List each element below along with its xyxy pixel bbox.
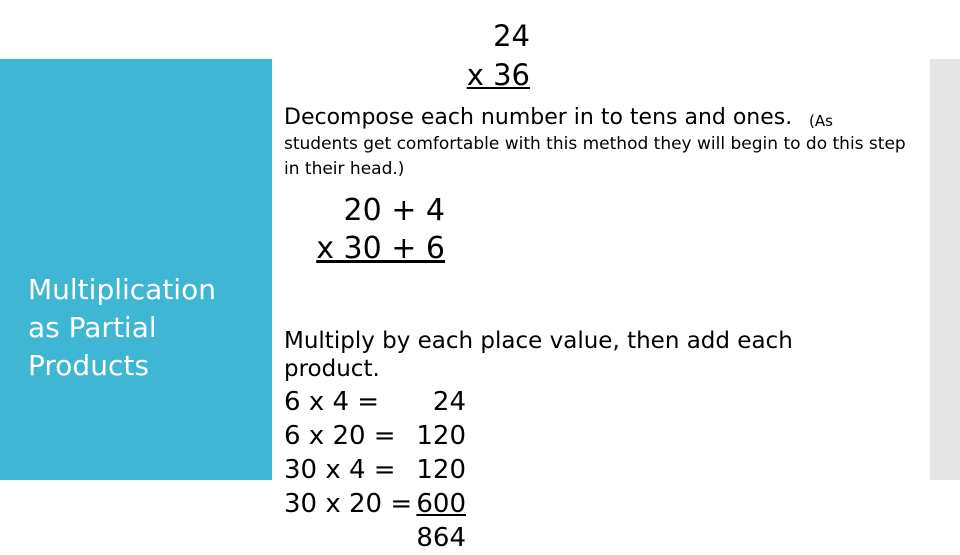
decompose-note-lead: (As — [809, 112, 833, 130]
problem-top-number: 24 — [493, 19, 530, 53]
partial-products-list — [284, 385, 466, 555]
slide-title — [28, 271, 216, 385]
partial-product-result: 120 — [416, 421, 466, 451]
partial-product-result: 120 — [416, 455, 466, 485]
partial-product-expression: 30 x 4 = — [284, 455, 396, 485]
decompose-note-text: students get comfortable with this method they will begin to do this step in their head.) — [284, 134, 906, 179]
expanded-top-number: 20 + 4 — [343, 193, 445, 228]
title-line-2: as Partial — [28, 311, 157, 344]
partial-product-result: 24 — [432, 387, 466, 417]
title-line-3: Products — [28, 349, 149, 382]
partial-product-expression: 30 x 20 = — [284, 489, 413, 519]
partial-product-row — [284, 419, 466, 453]
partial-product-expression — [284, 521, 414, 555]
partial-product-row — [284, 453, 466, 487]
title-panel — [0, 59, 272, 480]
multiply-instruction: Multiply by each place value, then add each product. — [284, 328, 793, 382]
partial-product-total: 864 — [416, 523, 466, 553]
title-line-1: Multiplication — [28, 273, 216, 306]
partial-product-result: 600 — [416, 489, 466, 519]
problem-bottom-number: x 36 — [466, 58, 530, 92]
partial-product-row — [284, 487, 466, 521]
partial-product-expression: 6 x 20 = — [284, 421, 396, 451]
decompose-heading-text: Decompose each number in to tens and ones. — [284, 105, 793, 130]
expanded-bottom-number: x 30 + 6 — [316, 231, 445, 266]
partial-product-expression: 6 x 4 = — [284, 387, 380, 417]
partial-product-row — [284, 385, 466, 419]
partial-product-total-row — [284, 521, 466, 555]
right-scroll-bar — [930, 59, 960, 480]
